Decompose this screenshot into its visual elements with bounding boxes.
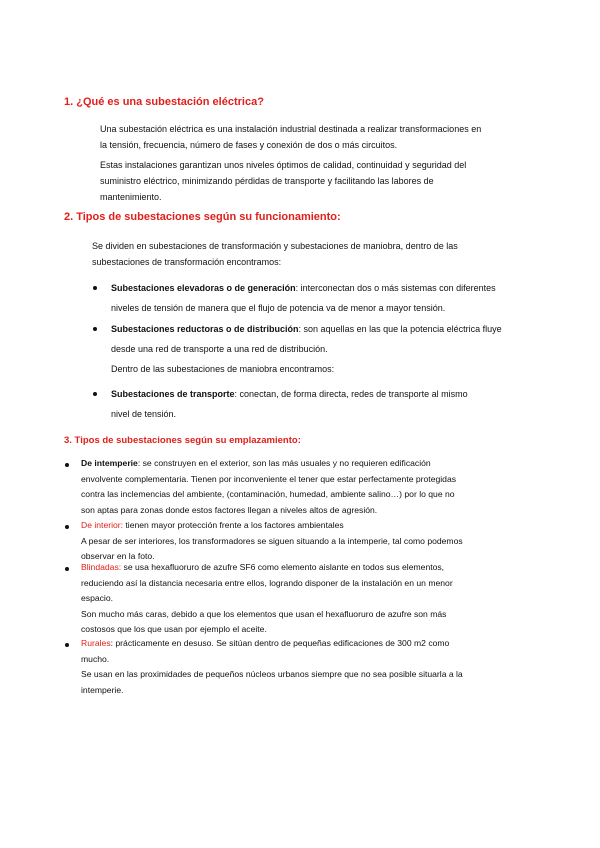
text-line: observar en la foto. xyxy=(81,551,155,561)
section-2-title: 2. Tipos de subestaciones según su funcionamiento: xyxy=(64,211,341,223)
text-line: desde una red de transporte a una red de distribución. xyxy=(111,344,328,354)
text-line: A pesar de ser interiores, los transformadores se siguen situando a la intemperie, tal como podemos xyxy=(81,535,463,546)
item-label: Blindadas: xyxy=(81,562,122,572)
bullet-icon xyxy=(65,525,69,529)
section-1-paragraph-1 xyxy=(100,121,481,153)
text-line xyxy=(81,560,453,576)
text-line: contra las inclemencias del ambiente, (contaminación, humedad, ambiente salino…) por lo que no xyxy=(81,489,455,499)
list-item-blindadas xyxy=(81,560,453,638)
maniobra-text: Dentro de las subestaciones de maniobra encontramos: xyxy=(111,364,335,374)
item-text: : prácticamente en desuso. Se sitúan dentro de pequeñas edificaciones de 300 m2 como xyxy=(110,638,450,648)
text-line: subestaciones de transformación encontramos: xyxy=(92,257,282,267)
list-item-rurales xyxy=(81,636,463,698)
item-text: : interconectan dos o más sistemas con diferentes xyxy=(295,283,496,293)
text-line: Estas instalaciones garantizan unos niveles óptimos de calidad, continuidad y seguridad del xyxy=(100,160,467,170)
text-line xyxy=(81,518,463,534)
text-line: niveles de tensión de manera que el flujo de potencia va de menor a mayor tensión. xyxy=(111,303,446,313)
text-line xyxy=(81,636,463,652)
item-label: Subestaciones elevadoras o de generación xyxy=(111,283,296,293)
item-label: Rurales xyxy=(81,638,111,648)
text-line: intemperie. xyxy=(81,684,124,695)
text-line: Se dividen en subestaciones de transformación y subestaciones de maniobra, dentro de las xyxy=(92,241,458,251)
text-line xyxy=(111,319,502,339)
list-item-transporte xyxy=(111,384,468,424)
list-item-interior xyxy=(81,518,463,565)
item-label: Subestaciones de transporte xyxy=(111,389,235,399)
item-label: De interior: xyxy=(81,520,124,530)
list-item-elevadoras xyxy=(111,278,496,318)
text-line: mantenimiento. xyxy=(100,192,162,202)
text-line: nivel de tensión. xyxy=(111,409,177,419)
section-2-intro xyxy=(92,238,458,270)
list-item-intemperie xyxy=(81,456,456,518)
text-line: envolvente complementaria. Tienen por inconveniente el tener que estar perfectamente protegidas xyxy=(81,473,457,484)
item-text: se usa hexafluoruro de azufre SF6 como elemento aislante en todos sus elementos, xyxy=(121,562,445,572)
section-1-title: 1. ¿Qué es una subestación eléctrica? xyxy=(64,96,264,108)
item-label: De intemperie xyxy=(81,458,138,468)
bullet-icon xyxy=(65,463,69,467)
text-line: Una subestación eléctrica es una instalación industrial destinada a realizar transformaciones en xyxy=(100,124,482,134)
bullet-icon xyxy=(93,286,97,290)
text-line xyxy=(111,384,468,404)
text-line xyxy=(111,278,496,298)
text-line: la tensión, frecuencia, número de fases y conexión de dos o más circuitos. xyxy=(100,140,398,150)
text-line: mucho. xyxy=(81,653,110,664)
section-3-title: 3. Tipos de subestaciones según su emplazamiento: xyxy=(64,435,301,446)
section-1-paragraph-2 xyxy=(100,157,466,205)
text-line: reduciendo así la distancia necesaria entre ellos, logrando disponer de la instalación en un menor xyxy=(81,577,453,588)
text-line: Se usan en las proximidades de pequeños núcleos urbanos siempre que no sea posible situarla a la xyxy=(81,669,463,679)
bullet-icon xyxy=(93,392,97,396)
item-text: tienen mayor protección frente a los factores ambientales xyxy=(123,520,344,530)
item-text: : se construyen en el exterior, son las más usuales y no requieren edificación xyxy=(137,458,431,468)
bullet-icon xyxy=(65,567,69,571)
list-item-reductoras xyxy=(111,319,502,359)
text-line: suministro eléctrico, minimizando pérdidas de transporte y facilitando las labores de xyxy=(100,176,434,186)
text-line: costosos que los que usan por ejemplo el aceite. xyxy=(81,624,267,634)
text-line: espacio. xyxy=(81,593,114,603)
bullet-icon xyxy=(65,643,69,647)
item-label: Subestaciones reductoras o de distribución xyxy=(111,324,299,334)
bullet-icon xyxy=(93,327,97,331)
text-line: son aptas para zonas donde estos factores llegan a niveles altos de agresión. xyxy=(81,504,378,515)
text-line: Son mucho más caras, debido a que los elementos que usan el hexafluoruro de azufre son más xyxy=(81,608,447,619)
text-line xyxy=(81,456,456,472)
item-text: : son aquellas en las que la potencia eléctrica fluye xyxy=(298,324,502,334)
item-text: : conectan, de forma directa, redes de transporte al mismo xyxy=(234,389,468,399)
